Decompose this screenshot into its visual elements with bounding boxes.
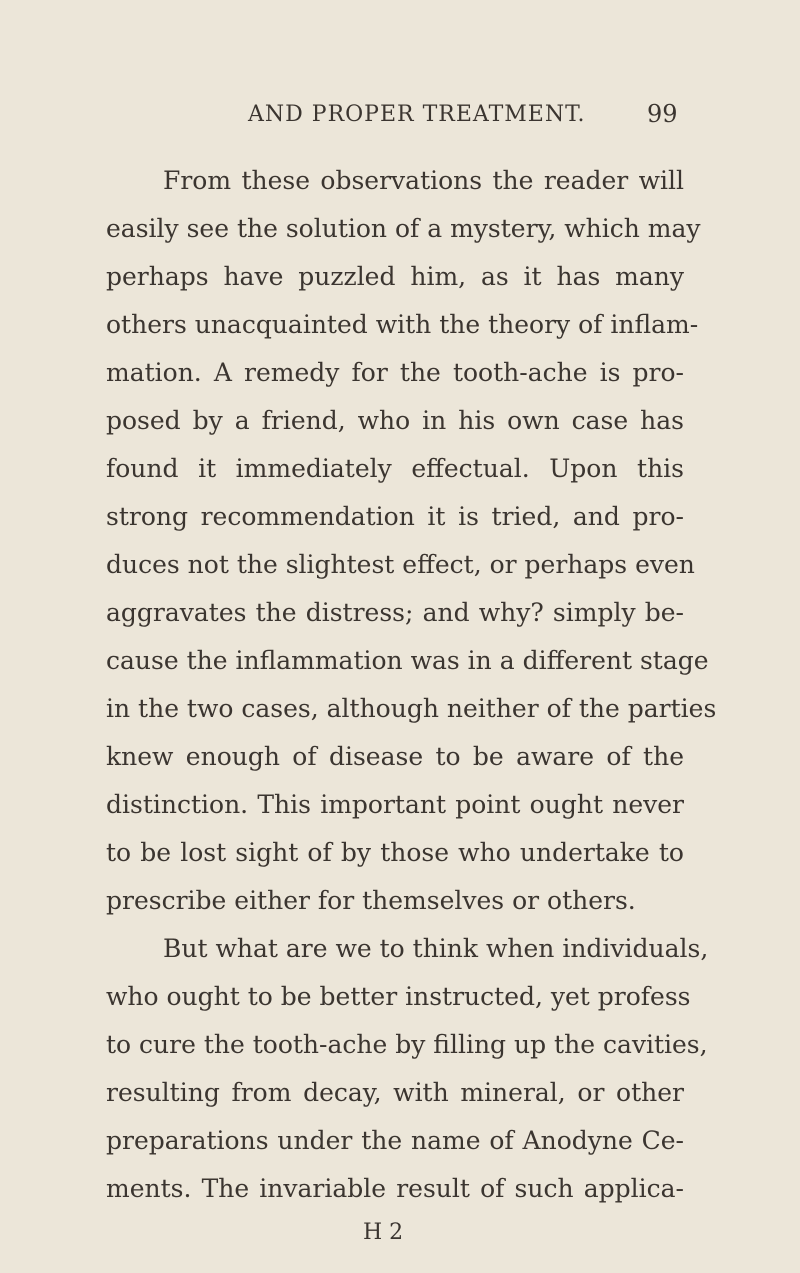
text-line: others unacquainted with the theory of inflam- xyxy=(106,310,699,339)
text-line: to be lost sight of by those who undertake to xyxy=(106,838,684,867)
text-line: prescribe either for themselves or others. xyxy=(106,886,636,915)
text-line: ments. The invariable result of such applica- xyxy=(106,1174,684,1203)
text-line: in the two cases, although neither of the parties xyxy=(106,694,717,723)
text-line: found it immediately effectual. Upon this xyxy=(106,454,684,483)
text-line: who ought to be better instructed, yet profess xyxy=(106,982,691,1011)
text-line: mation. A remedy for the tooth-ache is pro- xyxy=(106,358,684,387)
running-head: AND PROPER TREATMENT. xyxy=(248,102,586,127)
text-line: strong recommendation it is tried, and pro- xyxy=(106,502,684,531)
text-line: aggravates the distress; and why? simply be- xyxy=(106,598,684,627)
text-line: knew enough of disease to be aware of the xyxy=(106,742,684,771)
text-line: easily see the solution of a mystery, which may xyxy=(106,214,701,243)
text-line: to cure the tooth-ache by filling up the cavities, xyxy=(106,1030,708,1059)
text-line: preparations under the name of Anodyne Ce- xyxy=(106,1126,684,1155)
text-line: distinction. This important point ought never xyxy=(106,790,684,819)
text-line: perhaps have puzzled him, as it has many xyxy=(106,262,684,291)
signature-mark: H 2 xyxy=(363,1220,404,1245)
text-line: posed by a friend, who in his own case has xyxy=(106,406,684,435)
text-line: cause the inflammation was in a different stage xyxy=(106,646,709,675)
page-number: 99 xyxy=(647,100,678,128)
text-line: duces not the slightest effect, or perhaps even xyxy=(106,550,695,579)
text-line: From these observations the reader will xyxy=(163,166,684,195)
text-line: resulting from decay, with mineral, or other xyxy=(106,1078,684,1107)
text-line: But what are we to think when individuals, xyxy=(163,934,709,963)
